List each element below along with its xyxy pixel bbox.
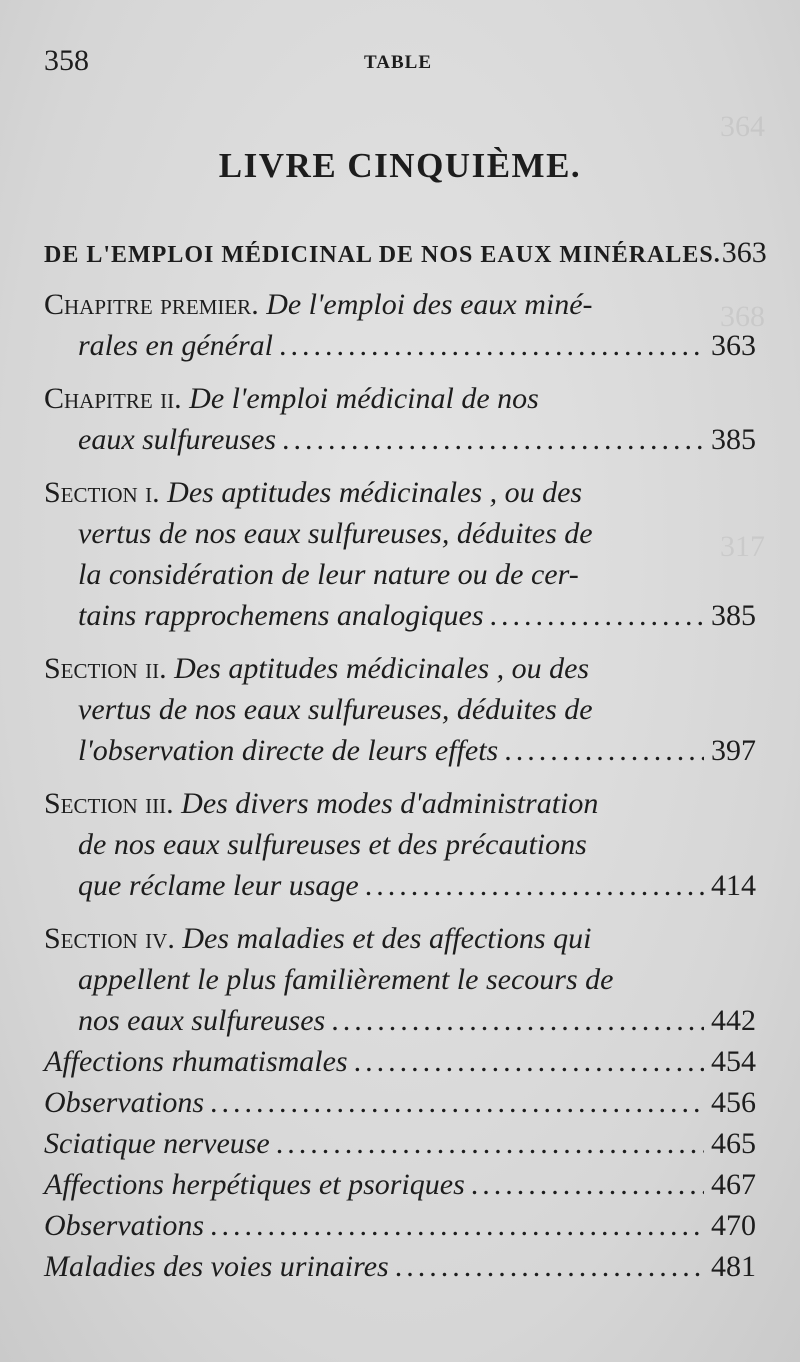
entry-title-line: l'observation directe de leurs effets	[78, 734, 499, 767]
toc-entry	[44, 284, 756, 366]
table-of-contents	[44, 232, 767, 1287]
toc-sub-entry	[44, 1205, 756, 1246]
entry-title-line: Des maladies et des affections qui	[182, 922, 592, 955]
toc-entry	[44, 918, 756, 1041]
toc-entry	[44, 783, 756, 906]
entry-label: Chapitre premier.	[44, 288, 259, 321]
entry-title-line: appellent le plus familièrement le secours de	[78, 963, 614, 996]
page-ref: 397	[711, 734, 756, 767]
bleed-through-text: 317	[720, 530, 765, 563]
entry-label: Section iii.	[44, 787, 174, 820]
entry-title-line: Des aptitudes médicinales , ou des	[174, 652, 590, 685]
entry-title-line: Des divers modes d'administration	[181, 787, 599, 820]
sub-entry-text: Affections rhumatismales	[44, 1045, 348, 1078]
entry-label: Chapitre ii.	[44, 382, 182, 415]
entry-title-line: De l'emploi médicinal de nos	[189, 382, 539, 415]
toc-sub-entry	[44, 1123, 756, 1164]
sub-entry-text: Sciatique nerveuse	[44, 1127, 270, 1160]
running-head: TABLE	[364, 52, 433, 73]
toc-main-entry	[44, 232, 767, 276]
entry-title-line: De l'emploi des eaux miné-	[266, 288, 593, 321]
leader-dots	[471, 1164, 704, 1205]
leader-dots	[395, 1246, 704, 1287]
page-ref: 456	[711, 1086, 756, 1119]
entry-title-line: vertus de nos eaux sulfureuses, déduites de	[78, 517, 593, 550]
page-ref: 414	[711, 869, 756, 902]
entry-title-line: vertus de nos eaux sulfureuses, déduites de	[78, 693, 593, 726]
page-number: 358	[44, 44, 89, 77]
toc-entry	[44, 472, 756, 636]
sub-entry-text: Observations	[44, 1209, 204, 1242]
page-ref: 363	[721, 236, 767, 269]
entry-title-line: que réclame leur usage	[78, 869, 359, 902]
entry-label: Section i.	[44, 476, 160, 509]
entry-title-line: de nos eaux sulfureuses et des précautions	[78, 828, 587, 861]
entry-title-line: la considération de leur nature ou de cer-	[78, 558, 579, 591]
entry-title-line: nos eaux sulfureuses	[78, 1004, 326, 1037]
leader-dots	[210, 1082, 704, 1123]
leader-dots	[354, 1041, 704, 1082]
bleed-through-text: 368	[720, 300, 765, 333]
toc-sub-entry	[44, 1082, 756, 1123]
entry-label: Section ii.	[44, 652, 167, 685]
book-title: LIVRE CINQUIÈME.	[218, 146, 582, 185]
toc-sub-entry	[44, 1041, 756, 1082]
leader-dots	[365, 865, 704, 906]
sub-entry-text: Affections herpétiques et psoriques	[44, 1168, 465, 1201]
entry-title-line: Des aptitudes médicinales , ou des	[167, 476, 583, 509]
page-ref: 385	[711, 599, 756, 632]
sub-entry-text: Maladies des voies urinaires	[44, 1250, 389, 1283]
entry-title-line: rales en général	[78, 329, 273, 362]
page-ref: 442	[711, 1004, 756, 1037]
leader-dots	[331, 1000, 704, 1041]
entry-label: Section iv.	[44, 922, 175, 955]
entry-title-line: tains rapprochemens analogiques	[78, 599, 484, 632]
leader-dots	[504, 730, 704, 771]
page-ref: 454	[711, 1045, 756, 1078]
leader-dots	[210, 1205, 704, 1246]
page-ref: 385	[711, 423, 756, 456]
leader-dots	[282, 419, 704, 460]
page-ref: 363	[711, 329, 756, 362]
toc-entry	[44, 648, 756, 771]
page-ref: 465	[711, 1127, 756, 1160]
bleed-through-text: 364	[720, 110, 765, 143]
entry-title-line: eaux sulfureuses	[78, 423, 277, 456]
toc-sub-entry	[44, 1246, 756, 1287]
toc-sub-entry	[44, 1164, 756, 1205]
leader-dots	[276, 1123, 704, 1164]
toc-entry	[44, 378, 756, 460]
main-entry-text: DE L'EMPLOI MÉDICINAL DE NOS EAUX MINÉRALES.	[44, 242, 721, 268]
page-ref: 481	[711, 1250, 756, 1283]
leader-dots	[279, 325, 704, 366]
sub-entry-text: Observations	[44, 1086, 204, 1119]
page-ref: 470	[711, 1209, 756, 1242]
page-ref: 467	[711, 1168, 756, 1201]
leader-dots	[490, 595, 704, 636]
page-header	[44, 44, 760, 84]
